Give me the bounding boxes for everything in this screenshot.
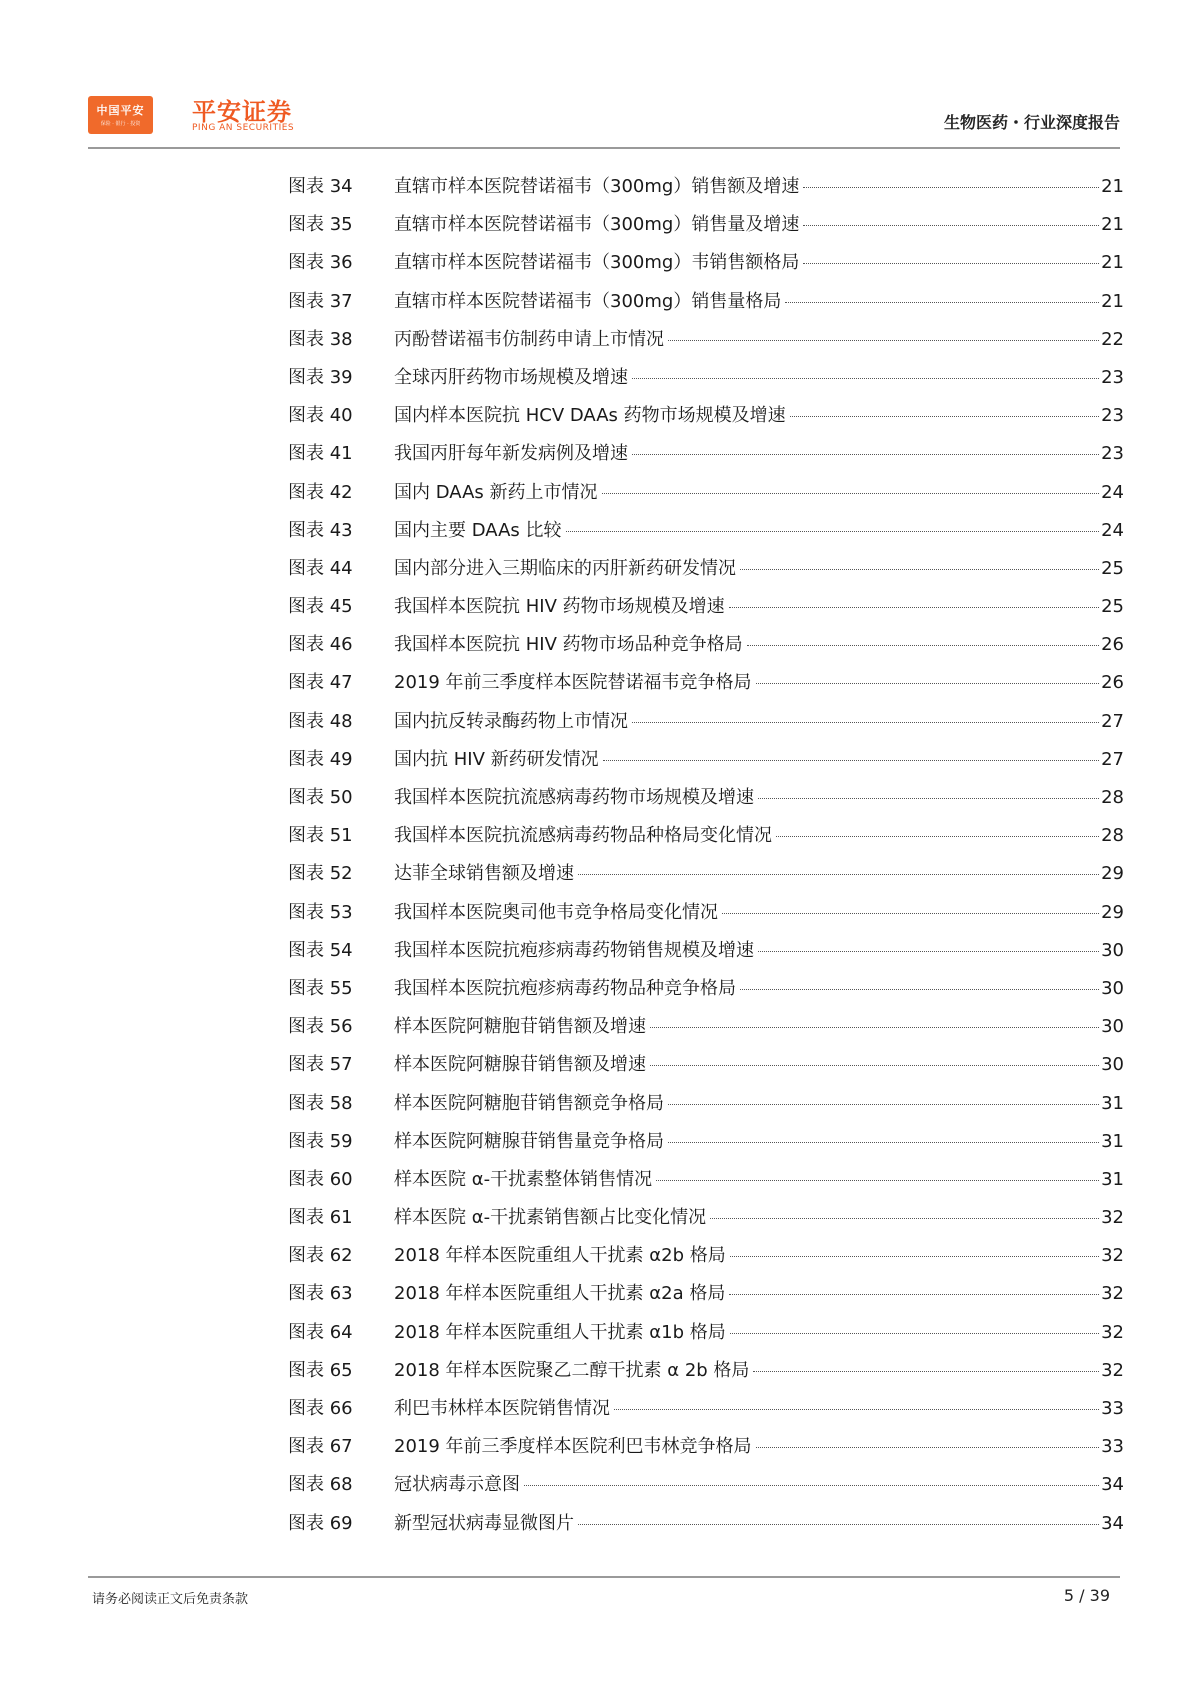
dot-leader	[790, 416, 1099, 417]
toc-entry[interactable]	[288, 248, 1124, 286]
toc-entry[interactable]	[288, 287, 1124, 325]
dot-leader	[803, 225, 1099, 226]
toc-entry-title-line	[394, 1089, 1124, 1115]
toc-entry-title-line	[394, 210, 1124, 236]
toc-entry[interactable]	[288, 439, 1124, 477]
toc-entry-title-line	[394, 248, 1124, 274]
toc-entry-label: 图表 58	[288, 1092, 353, 1114]
toc-entry[interactable]	[288, 1127, 1124, 1165]
toc-entry[interactable]	[288, 1279, 1124, 1317]
toc-entry-page: 28	[1101, 787, 1124, 808]
toc-entry-page: 31	[1101, 1130, 1124, 1152]
dot-leader	[614, 1409, 1099, 1410]
toc-entry-label: 图表 68	[288, 1474, 353, 1496]
toc-entry-page: 21	[1101, 214, 1124, 236]
toc-entry-title: 国内抗反转录酶药物上市情况	[394, 710, 628, 732]
toc-entry-title-line	[394, 821, 1124, 847]
dot-leader	[524, 1485, 1099, 1486]
toc-entry-page: 21	[1101, 252, 1124, 274]
dot-leader	[740, 989, 1099, 990]
dot-leader	[603, 760, 1099, 761]
toc-entry-page: 26	[1101, 672, 1124, 694]
toc-entry-title-line	[394, 516, 1124, 542]
toc-entry-title: 国内抗 HIV 新药研发情况	[394, 748, 599, 770]
toc-entry-title-line	[394, 1012, 1124, 1038]
toc-entry-title-line	[394, 1394, 1124, 1420]
toc-entry-title-line	[394, 707, 1124, 733]
toc-entry-page: 28	[1101, 825, 1124, 847]
dot-leader	[656, 1180, 1099, 1181]
dot-leader	[803, 263, 1099, 264]
dot-leader	[710, 1218, 1099, 1219]
toc-entry-label: 图表 69	[288, 1512, 353, 1534]
toc-entry-page: 24	[1101, 481, 1124, 503]
toc-entry-label: 图表 37	[288, 290, 353, 312]
toc-entry-title: 我国样本医院抗疱疹病毒药物品种竞争格局	[394, 977, 736, 999]
toc-entry-page: 32	[1101, 1359, 1124, 1381]
toc-entry-title: 2018 年样本医院重组人干扰素 α2a 格局	[394, 1283, 726, 1305]
dot-leader	[747, 645, 1099, 646]
toc-entry[interactable]	[288, 668, 1124, 706]
toc-entry-label: 图表 55	[288, 977, 353, 999]
dot-leader	[722, 913, 1099, 914]
toc-entry-title: 直辖市样本医院替诺福韦（300mg）销售额及增速	[394, 176, 800, 197]
toc-entry-title: 样本医院 α-干扰素销售额占比变化情况	[394, 1207, 707, 1229]
toc-entry-title-line	[394, 745, 1124, 771]
toc-entry-title-line	[394, 668, 1124, 694]
toc-entry-label: 图表 40	[288, 405, 353, 427]
toc-entry-page: 26	[1101, 634, 1124, 656]
toc-entry-label: 图表 54	[288, 939, 353, 961]
toc-entry[interactable]	[288, 821, 1124, 859]
toc-entry[interactable]	[288, 478, 1124, 516]
toc-entry-title-line	[394, 554, 1124, 580]
toc-entry-page: 31	[1101, 1092, 1124, 1114]
dot-leader	[758, 798, 1099, 799]
brand-name-english: PING AN SECURITIES	[192, 123, 295, 133]
toc-entry-title: 2018 年样本医院聚乙二醇干扰素 α 2b 格局	[394, 1359, 750, 1381]
page-number: 5 / 39	[1063, 1586, 1110, 1605]
toc-entry-page: 33	[1101, 1398, 1124, 1419]
toc-entry-label: 图表 35	[288, 214, 353, 236]
toc-entry-label: 图表 61	[288, 1207, 353, 1229]
toc-entry-label: 图表 63	[288, 1283, 353, 1305]
toc-entry-title-line	[394, 287, 1124, 313]
toc-entry-label: 图表 41	[288, 443, 353, 465]
toc-entry-title-line	[394, 592, 1124, 618]
toc-entry-title-line	[394, 478, 1124, 504]
toc-entry-title: 国内主要 DAAs 比较	[394, 519, 562, 541]
toc-entry-label: 图表 53	[288, 901, 353, 923]
toc-entry-title: 我国样本医院抗 HIV 药物市场品种竞争格局	[394, 634, 743, 656]
toc-entry-page: 22	[1101, 328, 1124, 350]
toc-entry-page: 32	[1101, 1283, 1124, 1305]
toc-entry-label: 图表 59	[288, 1130, 353, 1152]
toc-entry-title: 我国样本医院抗流感病毒药物市场规模及增速	[394, 787, 754, 808]
toc-entry-page: 30	[1101, 1054, 1124, 1076]
toc-entry-page: 27	[1101, 748, 1124, 770]
toc-entry-label: 图表 45	[288, 596, 353, 618]
toc-entry-title-line	[394, 172, 1124, 198]
toc-entry-page: 30	[1101, 977, 1124, 999]
toc-entry[interactable]	[288, 745, 1124, 783]
toc-entry[interactable]	[288, 210, 1124, 248]
toc-entry-page: 33	[1101, 1436, 1124, 1458]
toc-entry[interactable]	[288, 707, 1124, 745]
table-of-figures	[288, 172, 1124, 1547]
footer-disclaimer: 请务必阅读正文后免责条款	[92, 1592, 249, 1607]
toc-entry-label: 图表 56	[288, 1016, 353, 1038]
dot-leader	[730, 1256, 1099, 1257]
toc-entry-label: 图表 67	[288, 1436, 353, 1458]
dot-leader	[803, 187, 1099, 188]
toc-entry-title-line	[394, 1203, 1124, 1229]
toc-entry-title: 样本医院阿糖腺苷销售量竞争格局	[394, 1130, 664, 1152]
toc-entry-page: 25	[1101, 557, 1124, 579]
dot-leader	[729, 1294, 1099, 1295]
toc-entry-page: 32	[1101, 1321, 1124, 1343]
toc-entry-page: 23	[1101, 443, 1124, 465]
dot-leader	[668, 340, 1099, 341]
toc-entry-title: 2018 年样本医院重组人干扰素 α1b 格局	[394, 1321, 726, 1343]
toc-entry-title: 利巴韦林样本医院销售情况	[394, 1398, 610, 1419]
toc-entry-title: 样本医院阿糖胞苷销售额及增速	[394, 1016, 646, 1038]
dot-leader	[632, 378, 1099, 379]
toc-entry-title-line	[394, 1470, 1124, 1496]
toc-entry-title: 样本医院阿糖胞苷销售额竞争格局	[394, 1092, 664, 1114]
toc-entry-page: 25	[1101, 596, 1124, 618]
toc-entry-title-line	[394, 1127, 1124, 1153]
toc-entry-title: 丙酚替诺福韦仿制药申请上市情况	[394, 328, 664, 350]
toc-entry[interactable]	[288, 1394, 1124, 1432]
toc-entry-label: 图表 47	[288, 672, 353, 694]
toc-entry[interactable]	[288, 172, 1124, 210]
toc-entry-label: 图表 65	[288, 1359, 353, 1381]
toc-entry-page: 27	[1101, 710, 1124, 732]
toc-entry-label: 图表 57	[288, 1054, 353, 1076]
dot-leader	[756, 683, 1100, 684]
toc-entry-title-line	[394, 401, 1124, 427]
dot-leader	[578, 1524, 1099, 1525]
dot-leader	[729, 607, 1099, 608]
toc-entry-title: 国内 DAAs 新药上市情况	[394, 481, 598, 503]
toc-entry[interactable]	[288, 401, 1124, 439]
toc-entry-page: 29	[1101, 863, 1124, 885]
logo-subtext: 保险 · 银行 · 投资	[100, 121, 141, 127]
toc-entry[interactable]	[288, 516, 1124, 554]
toc-entry[interactable]	[288, 630, 1124, 668]
toc-entry-title-line	[394, 859, 1124, 885]
toc-entry[interactable]	[288, 859, 1124, 897]
dot-leader	[776, 836, 1099, 837]
toc-entry-label: 图表 42	[288, 481, 353, 503]
toc-entry-label: 图表 64	[288, 1321, 353, 1343]
toc-entry-label: 图表 38	[288, 328, 353, 350]
toc-entry-page: 31	[1101, 1168, 1124, 1190]
toc-entry-title: 直辖市样本医院替诺福韦（300mg）销售量及增速	[394, 214, 800, 236]
toc-entry-title-line	[394, 363, 1124, 389]
toc-entry-title: 直辖市样本医院替诺福韦（300mg）销售量格局	[394, 290, 782, 312]
toc-entry-label: 图表 46	[288, 634, 353, 656]
toc-entry-label: 图表 43	[288, 519, 353, 541]
dot-leader	[650, 1065, 1099, 1066]
ping-an-logo	[88, 96, 153, 134]
brand-name: 平安证券	[192, 98, 292, 126]
toc-entry-title: 样本医院阿糖腺苷销售额及增速	[394, 1054, 646, 1076]
dot-leader	[632, 454, 1099, 455]
toc-entry-title-line	[394, 439, 1124, 465]
toc-entry-title: 我国丙肝每年新发病例及增速	[394, 443, 628, 465]
toc-entry-title-line	[394, 783, 1124, 809]
toc-entry[interactable]	[288, 592, 1124, 630]
logo-text: 中国平安	[96, 104, 145, 117]
dot-leader	[578, 874, 1099, 875]
toc-entry-page: 34	[1101, 1512, 1124, 1534]
toc-entry-page: 21	[1101, 176, 1124, 197]
report-type: 生物医药・行业深度报告	[943, 113, 1120, 132]
toc-entry-title-line	[394, 898, 1124, 924]
toc-entry-title: 冠状病毒示意图	[394, 1474, 520, 1496]
dot-leader	[758, 951, 1099, 952]
toc-entry-label: 图表 50	[288, 787, 353, 808]
toc-entry-label: 图表 49	[288, 748, 353, 770]
toc-entry[interactable]	[288, 936, 1124, 974]
toc-entry-page: 32	[1101, 1245, 1124, 1267]
toc-entry-title: 我国样本医院奥司他韦竞争格局变化情况	[394, 901, 718, 923]
dot-leader	[785, 302, 1099, 303]
toc-entry-title: 达菲全球销售额及增速	[394, 863, 574, 885]
toc-entry-title: 新型冠状病毒显微图片	[394, 1512, 574, 1534]
toc-entry-title-line	[394, 1165, 1124, 1191]
toc-entry[interactable]	[288, 1203, 1124, 1241]
toc-entry[interactable]	[288, 1432, 1124, 1470]
toc-entry-title-line	[394, 936, 1124, 962]
toc-entry-page: 32	[1101, 1207, 1124, 1229]
dot-leader	[566, 531, 1100, 532]
toc-entry[interactable]	[288, 1470, 1124, 1508]
toc-entry-label: 图表 39	[288, 366, 353, 388]
toc-entry-title: 我国样本医院抗流感病毒药物品种格局变化情况	[394, 825, 772, 847]
dot-leader	[668, 1104, 1099, 1105]
toc-entry-page: 30	[1101, 939, 1124, 961]
toc-entry-title: 国内样本医院抗 HCV DAAs 药物市场规模及增速	[394, 405, 786, 427]
toc-entry[interactable]	[288, 898, 1124, 936]
toc-entry-label: 图表 52	[288, 863, 353, 885]
toc-entry-page: 23	[1101, 366, 1124, 388]
toc-entry-title-line	[394, 1241, 1124, 1267]
toc-entry-label: 图表 48	[288, 710, 353, 732]
toc-entry[interactable]	[288, 1241, 1124, 1279]
toc-entry-title-line	[394, 1509, 1124, 1535]
toc-entry-title-line	[394, 1318, 1124, 1344]
toc-entry-title-line	[394, 1279, 1124, 1305]
toc-entry[interactable]	[288, 1165, 1124, 1203]
toc-entry[interactable]	[288, 1050, 1124, 1088]
dot-leader	[650, 1027, 1099, 1028]
toc-entry-title-line	[394, 1356, 1124, 1382]
page-header	[88, 88, 1120, 148]
toc-entry-title-line	[394, 630, 1124, 656]
toc-entry-label: 图表 60	[288, 1168, 353, 1190]
toc-entry-title-line	[394, 974, 1124, 1000]
toc-entry[interactable]	[288, 554, 1124, 592]
toc-entry[interactable]	[288, 363, 1124, 401]
dot-leader	[740, 569, 1099, 570]
toc-entry[interactable]	[288, 325, 1124, 363]
toc-entry-title-line	[394, 1050, 1124, 1076]
toc-entry-page: 30	[1101, 1016, 1124, 1038]
toc-entry-title: 2019 年前三季度样本医院利巴韦林竞争格局	[394, 1436, 752, 1458]
dot-leader	[668, 1142, 1099, 1143]
header-divider	[88, 147, 1120, 149]
toc-entry-page: 23	[1101, 405, 1124, 427]
toc-entry-title: 全球丙肝药物市场规模及增速	[394, 366, 628, 388]
toc-entry-page: 24	[1101, 519, 1124, 541]
toc-entry[interactable]	[288, 1089, 1124, 1127]
toc-entry-title: 我国样本医院抗 HIV 药物市场规模及增速	[394, 596, 725, 618]
toc-entry-label: 图表 36	[288, 252, 353, 274]
toc-entry-title: 样本医院 α-干扰素整体销售情况	[394, 1168, 653, 1190]
toc-entry-title: 我国样本医院抗疱疹病毒药物销售规模及增速	[394, 939, 754, 961]
toc-entry-label: 图表 34	[288, 176, 353, 197]
dot-leader	[632, 722, 1099, 723]
toc-entry-label: 图表 66	[288, 1398, 353, 1419]
dot-leader	[753, 1371, 1099, 1372]
toc-entry[interactable]	[288, 783, 1124, 821]
toc-entry-title: 2019 年前三季度样本医院替诺福韦竞争格局	[394, 672, 752, 694]
dot-leader	[730, 1333, 1099, 1334]
toc-entry[interactable]	[288, 974, 1124, 1012]
toc-entry-page: 34	[1101, 1474, 1124, 1496]
toc-entry-label: 图表 51	[288, 825, 353, 847]
toc-entry[interactable]	[288, 1356, 1124, 1394]
toc-entry-title-line	[394, 325, 1124, 351]
toc-entry-label: 图表 44	[288, 557, 353, 579]
toc-entry-page: 29	[1101, 901, 1124, 923]
toc-entry-title: 直辖市样本医院替诺福韦（300mg）韦销售额格局	[394, 252, 800, 274]
footer-divider	[88, 1576, 1120, 1578]
toc-entry-title-line	[394, 1432, 1124, 1458]
toc-entry[interactable]	[288, 1012, 1124, 1050]
toc-entry[interactable]	[288, 1509, 1124, 1547]
dot-leader	[756, 1447, 1100, 1448]
toc-entry[interactable]	[288, 1318, 1124, 1356]
toc-entry-title: 2018 年样本医院重组人干扰素 α2b 格局	[394, 1245, 726, 1267]
toc-entry-title: 国内部分进入三期临床的丙肝新药研发情况	[394, 557, 736, 579]
toc-entry-label: 图表 62	[288, 1245, 353, 1267]
toc-entry-page: 21	[1101, 290, 1124, 312]
dot-leader	[602, 493, 1100, 494]
